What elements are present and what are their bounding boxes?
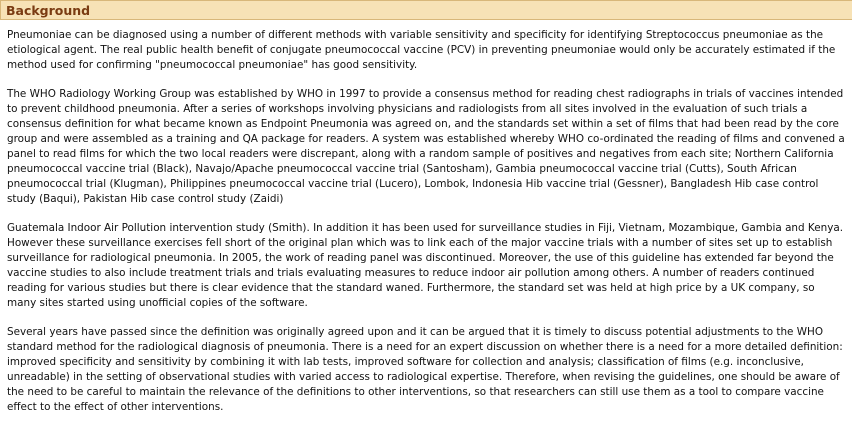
section-body xyxy=(7,28,845,429)
section-title: Background xyxy=(6,3,91,18)
paragraph-diagnosis: Pneumoniae can be diagnosed using a number of different methods with variable sensitivity and specificity for identifying Streptococcus pneumoniae as the etiological agent. The real public health benefit of conjugate pneumococcal vaccine (PCV) in preventing pneumoniae would only be accurately estimated if the method used for confirming "pneumococcal pneumoniae" has good sensitivity. xyxy=(7,29,836,71)
section-header xyxy=(0,0,852,20)
paragraph-surveillance: Guatemala Indoor Air Pollution intervention study (Smith). In addition it has been used for surveillance studies in Fiji, Vietnam, Mozambique, Gambia and Kenya. However these surveillance exercises fell short of the original plan which was to link each of the major vaccine trials with a number of sites set up to establish surveillance for radiological pneumonia. In 2005, the work of reading panel was discontinued. Moreover, the use of this guideline has extended far beyond the vaccine studies to also include treatment trials and trials evaluating measures to reduce indoor air pollution among others. A number of readers continued reading for various studies but there is clear evidence that the standard waned. Furthermore, the standard set was held at high price by a UK company, so many sites started using unofficial copies of the software. xyxy=(7,222,844,309)
paragraph-working-group: The WHO Radiology Working Group was established by WHO in 1997 to provide a consensus method for reading chest radiographs in trials of vaccines intended to prevent childhood pneumonia. After a series of workshops involving physicians and radiologists from all sites involved in the evaluation of such trials a consensus definition for what became known as Endpoint Pneumonia was agreed on, and the standards set within a set of films that had been read by the core group and were assembled as a training and QA package for readers. A system was established whereby WHO co-ordinated the reading of films and convened a panel to read films for which the two local readers were discrepant, along with a random sample of positives and negatives from each site; Northern California pneumococcal vaccine trial (Black), Navajo/Apache pneumococcal vaccine trial (Santosham), Gambia pneumococcal vaccine trial (Cutts), South African pneumococcal trial (Klugman), Philippines pneumococcal vaccine trial (Lucero), Lombok, Indonesia Hib vaccine trial (Gessner), Bangladesh Hib case control study (Baqui), Pakistan Hib case control study (Zaidi) xyxy=(7,88,845,205)
paragraph-revision: Several years have passed since the definition was originally agreed upon and it can be argued that it is timely to discuss potential adjustments to the WHO standard method for the radiological diagnosis of pneumonia. There is a need for an expert discussion on whether there is a need for a more detailed definition: improved specificity and sensitivity by combining it with lab tests, improved software for collection and analysis; classification of films (e.g. inconclusive, unreadable) in the setting of observational studies with varied access to radiological expertise. Therefore, when revising the guidelines, one should be aware of the need to be careful to maintain the relevance of the definitions to other interventions, so that researchers can still use them as a tool to compare vaccine effect to the effect of other interventions. xyxy=(7,326,843,413)
